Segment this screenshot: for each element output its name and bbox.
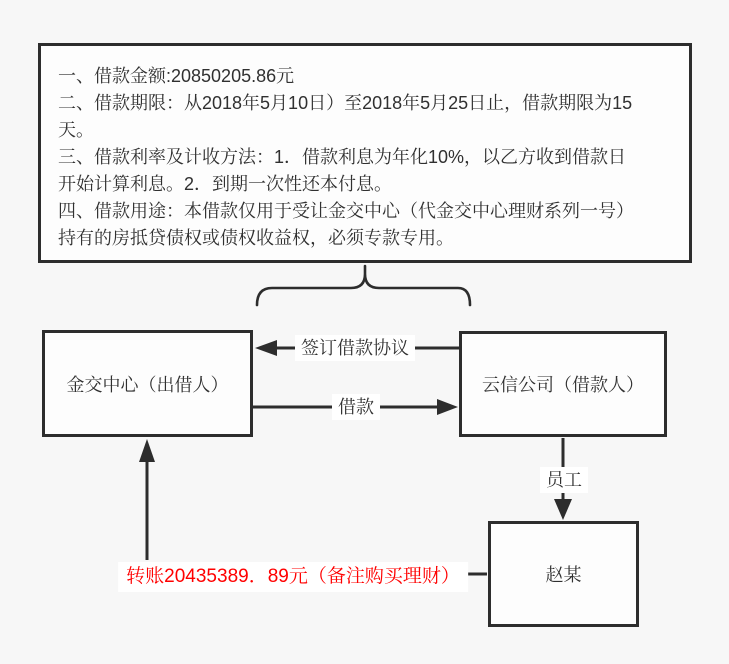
terms-box	[38, 43, 692, 263]
terms-line: 开始计算利息。2．到期一次性还本付息。	[58, 174, 393, 194]
node-zhao	[488, 521, 639, 627]
arrow-employee-head	[554, 499, 572, 520]
brace-icon	[257, 266, 470, 305]
terms-line: 三、借款利率及计收方法：1．借款利息为年化10%，以乙方收到借款日	[58, 147, 627, 167]
edge-label-employee: 员工	[540, 467, 588, 493]
arrow-sign-agreement-head	[255, 340, 277, 356]
arrow-transfer-head	[139, 439, 155, 462]
edge-label-loan: 借款	[332, 394, 380, 420]
edge-label-sign-agreement: 签订借款协议	[295, 335, 415, 361]
transfer-amount-label: 转账20435389．89元（备注购买理财）	[118, 562, 468, 592]
terms-line: 二、借款期限：从2018年5月10日）至2018年5月25日止，借款期限为15	[58, 93, 633, 113]
terms-line: 一、借款金额:20850205.86元	[58, 66, 295, 86]
node-zhao-label: 赵某	[545, 565, 582, 585]
terms-line: 天。	[58, 120, 94, 140]
node-borrower-label: 云信公司（借款人）	[482, 375, 644, 395]
node-lender	[42, 330, 253, 437]
terms-line: 四、借款用途：本借款仅用于受让金交中心（代金交中心理财系列一号）	[58, 201, 634, 221]
node-lender-label: 金交中心（出借人）	[66, 374, 229, 395]
terms-line: 持有的房抵贷债权或债权收益权，必须专款专用。	[58, 228, 454, 248]
node-borrower	[459, 331, 667, 437]
arrow-loan-head	[437, 399, 458, 415]
